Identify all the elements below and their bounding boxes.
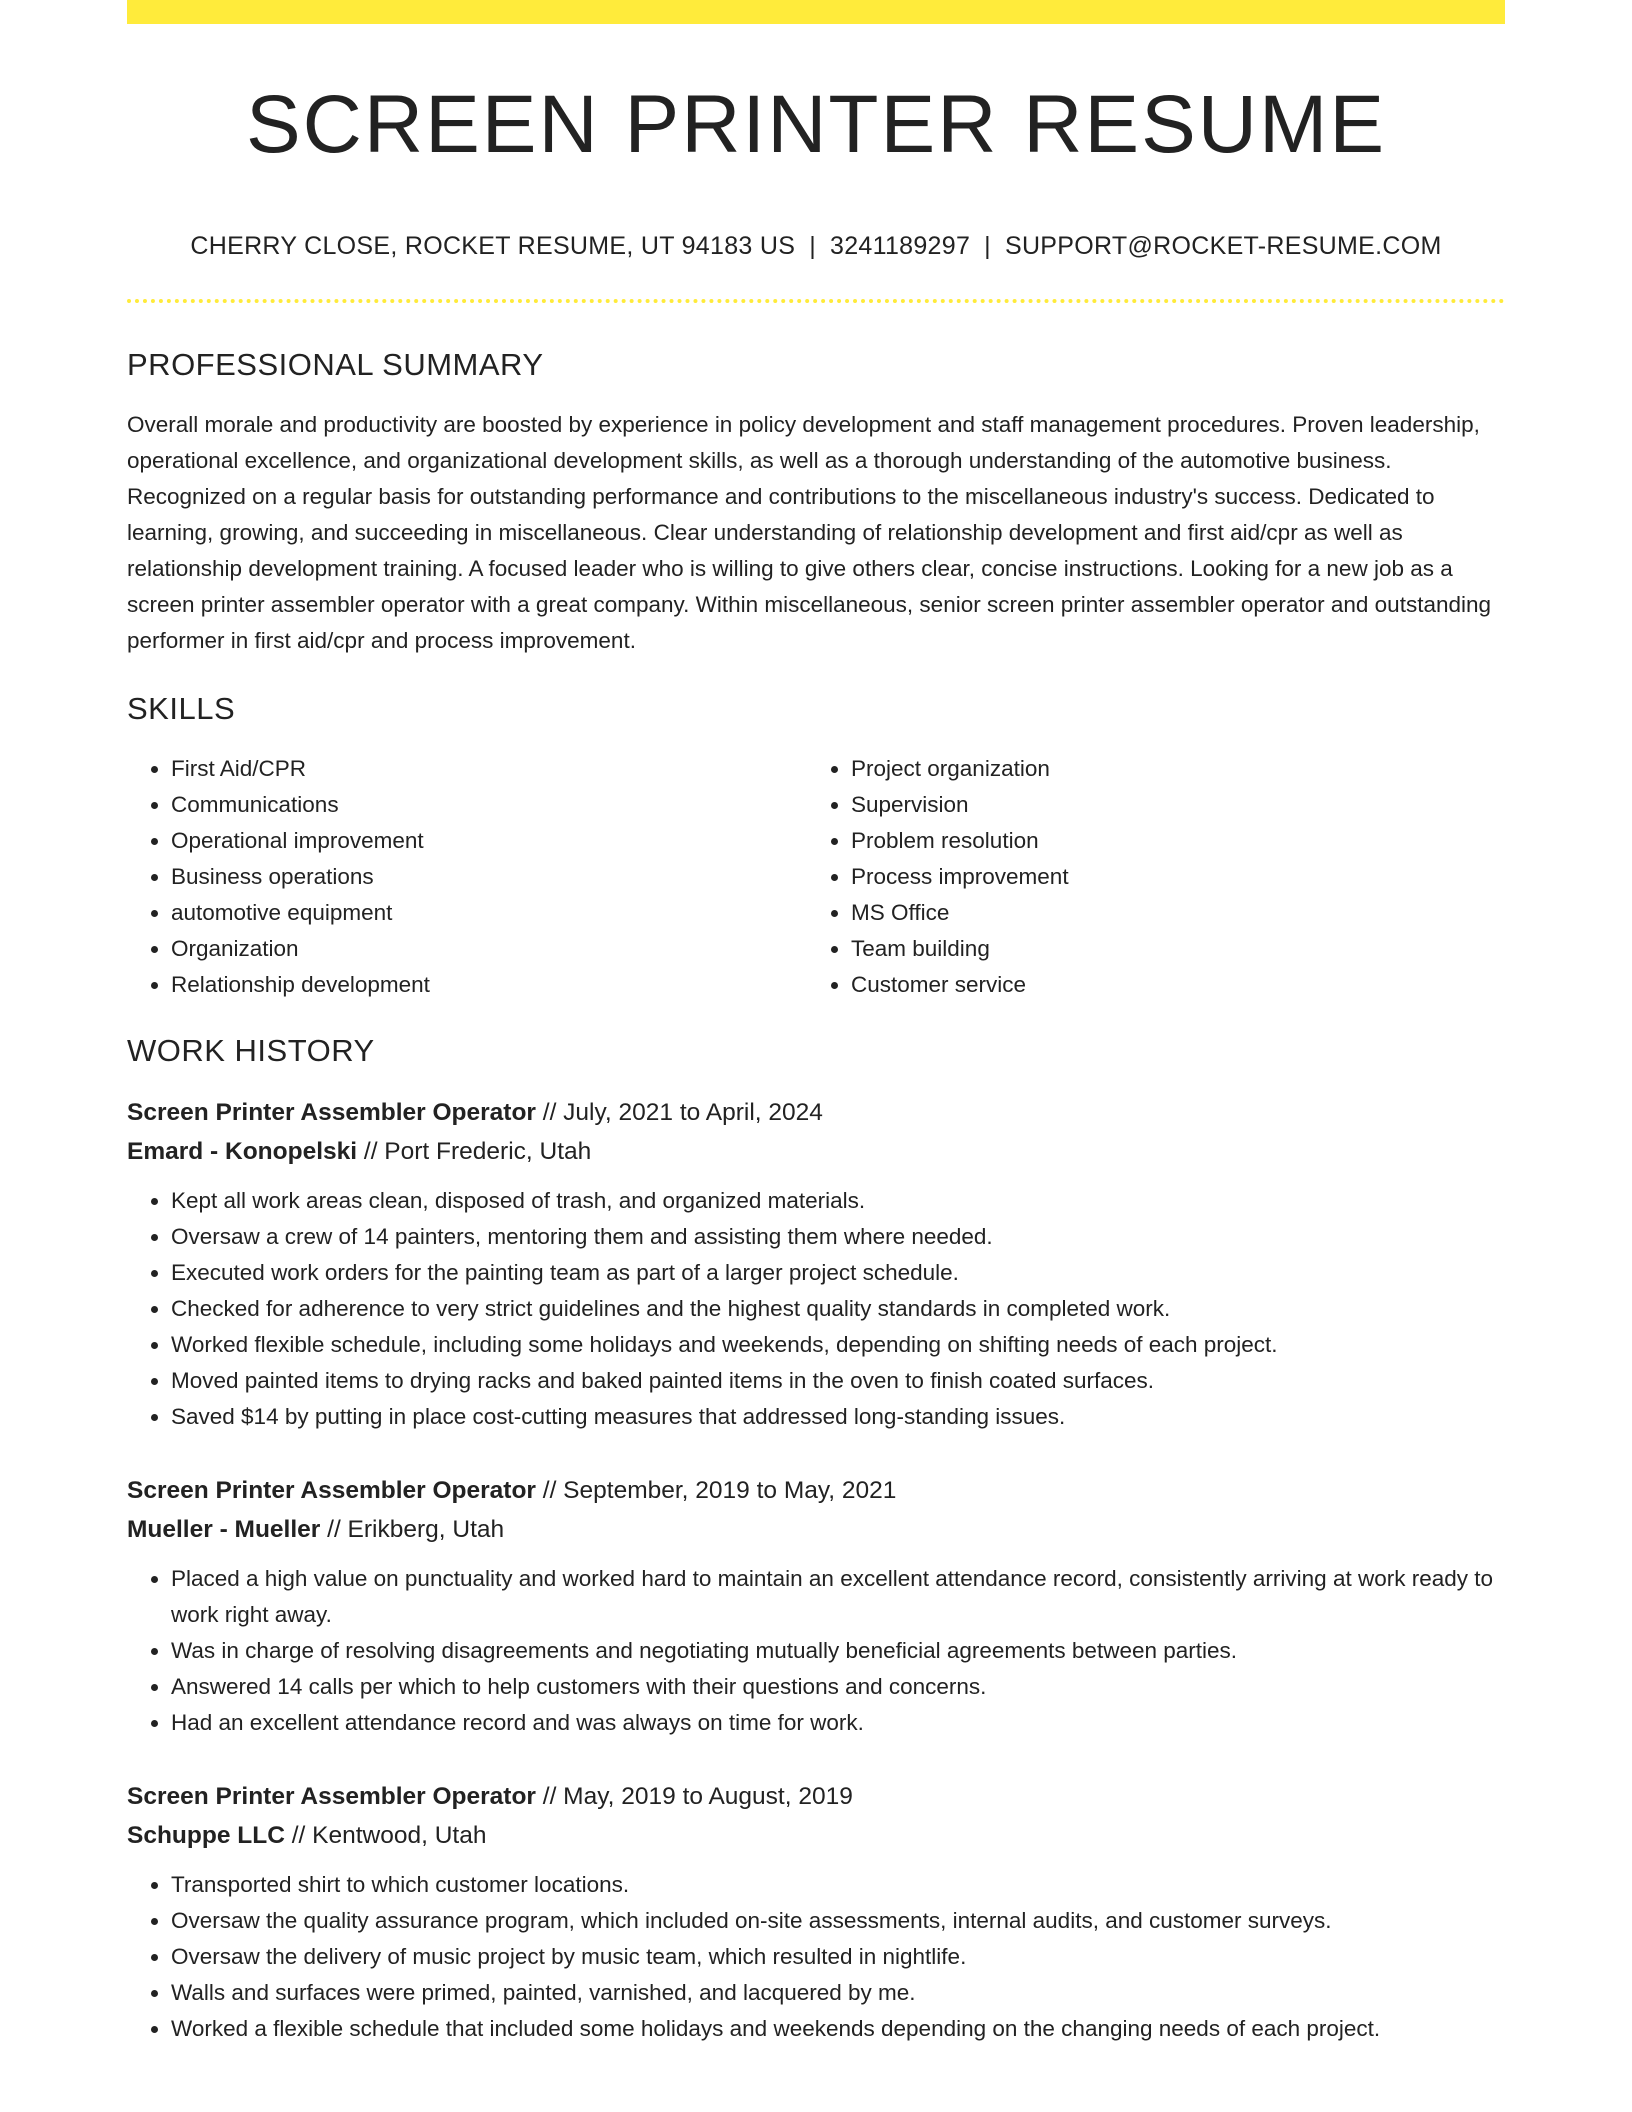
- job-location: // Erikberg, Utah: [327, 1516, 505, 1544]
- job-dates: // September, 2019 to May, 2021: [542, 1477, 897, 1505]
- job-bullets: [127, 1561, 1505, 1741]
- top-accent-bar: [127, 0, 1505, 24]
- contact-separator: |: [809, 232, 816, 261]
- work-history-heading: WORK HISTORY: [127, 1033, 375, 1069]
- job-bullet: • Kept all work areas clean, disposed of trash, and organized materials.: [171, 1183, 1505, 1219]
- contact-address: CHERRY CLOSE, ROCKET RESUME, UT 94183 US: [190, 232, 796, 261]
- job-bullet: • Placed a high value on punctuality and worked hard to maintain an excellent attendance record, consistently arriving at work ready to work right away.: [171, 1561, 1505, 1633]
- job-location: // Port Frederic, Utah: [363, 1138, 592, 1166]
- job-location: // Kentwood, Utah: [291, 1822, 487, 1850]
- job-title: Screen Printer Assembler Operator: [127, 1783, 536, 1811]
- job-title-line: [127, 1093, 1505, 1132]
- skills-grid: [127, 751, 1505, 1003]
- skills-column-right: [807, 751, 1487, 1003]
- job-company-line: [127, 1132, 1505, 1171]
- skill-item: • Customer service: [851, 967, 1487, 1003]
- skill-item: • MS Office: [851, 895, 1487, 931]
- job-company: Mueller - Mueller: [127, 1516, 321, 1544]
- job-bullet: • Had an excellent attendance record and was always on time for work.: [171, 1705, 1505, 1741]
- contact-line: [127, 232, 1505, 261]
- job-bullet: • Worked a flexible schedule that included some holidays and weekends depending on the changing needs of each project.: [171, 2011, 1505, 2047]
- dotted-divider: [127, 299, 1505, 303]
- job-bullet: • Transported shirt to which customer locations.: [171, 1867, 1505, 1903]
- job-entry: [127, 1093, 1505, 1435]
- skill-item: • First Aid/CPR: [171, 751, 807, 787]
- skills-column-left: [127, 751, 807, 1003]
- job-bullet: • Executed work orders for the painting team as part of a larger project schedule.: [171, 1255, 1505, 1291]
- skills-heading: SKILLS: [127, 691, 236, 727]
- job-bullet: • Moved painted items to drying racks and baked painted items in the oven to finish coated surfaces.: [171, 1363, 1505, 1399]
- job-entry: [127, 1777, 1505, 2047]
- job-company-line: [127, 1510, 1505, 1549]
- job-bullet: • Saved $14 by putting in place cost-cutting measures that addressed long-standing issues.: [171, 1399, 1505, 1435]
- job-title-line: [127, 1777, 1505, 1816]
- job-bullets: [127, 1183, 1505, 1435]
- skill-item: • Operational improvement: [171, 823, 807, 859]
- summary-text: Overall morale and productivity are boosted by experience in policy development and staff management procedures. Proven leadership, operational excellence, and organizational development skills, as well as a thorough understanding of the automotive business. Recognized on a regular basis for outstanding performance and contributions to the miscellaneous industry's success. Dedicated to learning, growing, and succeeding in miscellaneous. Clear understanding of relationship development and first aid/cpr as well as relationship development training. A focused leader who is willing to give others clear, concise instructions. Looking for a new job as a screen printer assembler operator with a great company. Within miscellaneous, senior screen printer assembler operator and outstanding performer in first aid/cpr and process improvement.: [127, 412, 1492, 654]
- job-bullet: • Oversaw the quality assurance program, which included on-site assessments, internal audits, and customer surveys.: [171, 1903, 1505, 1939]
- resume-title: SCREEN PRINTER RESUME: [245, 79, 1387, 170]
- skill-item: • Team building: [851, 931, 1487, 967]
- job-bullet: • Answered 14 calls per which to help customers with their questions and concerns.: [171, 1669, 1505, 1705]
- job-bullet: • Walls and surfaces were primed, painted, varnished, and lacquered by me.: [171, 1975, 1505, 2011]
- job-bullet: • Checked for adherence to very strict guidelines and the highest quality standards in completed work.: [171, 1291, 1505, 1327]
- job-company: Emard - Konopelski: [127, 1138, 358, 1166]
- job-company-line: [127, 1816, 1505, 1855]
- skill-item: • Business operations: [171, 859, 807, 895]
- skill-item: • Project organization: [851, 751, 1487, 787]
- contact-separator: |: [984, 232, 991, 261]
- job-dates: // May, 2019 to August, 2019: [542, 1783, 853, 1811]
- skill-item: • Relationship development: [171, 967, 807, 1003]
- skill-item: • automotive equipment: [171, 895, 807, 931]
- job-bullet: • Worked flexible schedule, including some holidays and weekends, depending on shifting needs of each project.: [171, 1327, 1505, 1363]
- contact-email: SUPPORT@ROCKET-RESUME.COM: [1004, 232, 1442, 261]
- job-title: Screen Printer Assembler Operator: [127, 1099, 536, 1127]
- job-entry: [127, 1471, 1505, 1741]
- job-bullets: [127, 1867, 1505, 2047]
- job-bullet: • Oversaw a crew of 14 painters, mentoring them and assisting them where needed.: [171, 1219, 1505, 1255]
- job-title: Screen Printer Assembler Operator: [127, 1477, 536, 1505]
- skill-item: • Organization: [171, 931, 807, 967]
- job-title-line: [127, 1471, 1505, 1510]
- job-dates: // July, 2021 to April, 2024: [542, 1099, 823, 1127]
- skill-item: • Supervision: [851, 787, 1487, 823]
- skill-item: • Process improvement: [851, 859, 1487, 895]
- resume-page: [127, 0, 1505, 2047]
- skill-item: • Problem resolution: [851, 823, 1487, 859]
- summary-heading: PROFESSIONAL SUMMARY: [127, 347, 544, 383]
- skill-item: • Communications: [171, 787, 807, 823]
- job-bullet: • Oversaw the delivery of music project by music team, which resulted in nightlife.: [171, 1939, 1505, 1975]
- contact-phone: 3241189297: [829, 232, 971, 261]
- job-bullet: • Was in charge of resolving disagreements and negotiating mutually beneficial agreements between parties.: [171, 1633, 1505, 1669]
- job-company: Schuppe LLC: [127, 1822, 285, 1850]
